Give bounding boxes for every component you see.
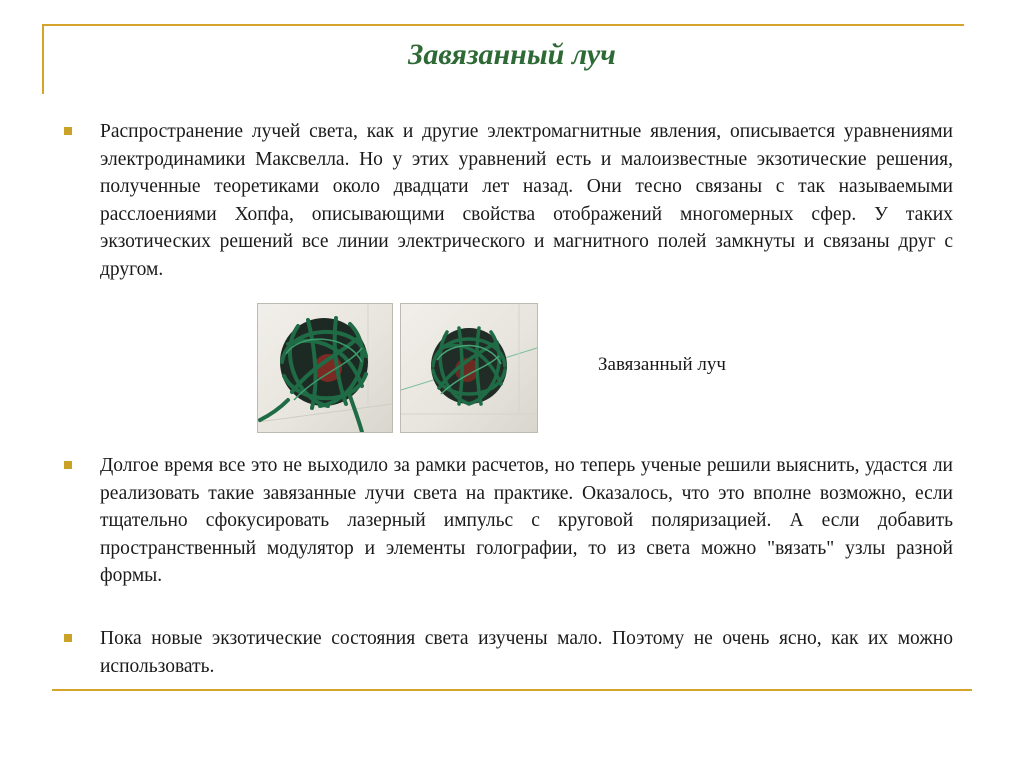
image-caption: Завязанный луч — [598, 354, 726, 375]
paragraph-2: Долгое время все это не выходило за рамки расчетов, но теперь ученые решили выяснить, удастся ли реализовать такие завязанные лучи света на практике. Оказалось, что это вполне возможно, если тщательно сфокусировать лазерный импульс с круговой поляризацией. А если добавить пространственный модулятор и элементы голографии, то из света можно "вязать" узлы разной формы. — [100, 455, 953, 586]
paragraph-1: Распространение лучей света, как и другие электромагнитные явления, описывается уравнениями электродинамики Максвелла. Но у этих уравнений есть и малоизвестные экзотические решения, полученные теоретиками около двадцати лет назад. Они тесно связаны с так называемыми расслоениями Хопфа, описывающими свойства отображений многомерных сфер. У таких экзотических решений все линии электрического и магнитного полей замкнуты и связаны друг с другом. — [100, 121, 953, 280]
bottom-rule — [52, 689, 972, 691]
knotted-beam-image-1 — [257, 303, 393, 433]
bullet-marker — [64, 127, 72, 135]
bullet-marker — [64, 461, 72, 469]
knot-ball-graphic — [258, 304, 392, 432]
paragraph-3: Пока новые экзотические состояния света изучены мало. Поэтому не очень ясно, как их можно использовать. — [100, 628, 953, 677]
bullet-marker — [64, 634, 72, 642]
slide-title: Завязанный луч — [408, 38, 616, 71]
top-rule — [42, 24, 964, 26]
knotted-beam-image-2 — [400, 303, 538, 433]
knot-ball-graphic — [401, 304, 537, 432]
